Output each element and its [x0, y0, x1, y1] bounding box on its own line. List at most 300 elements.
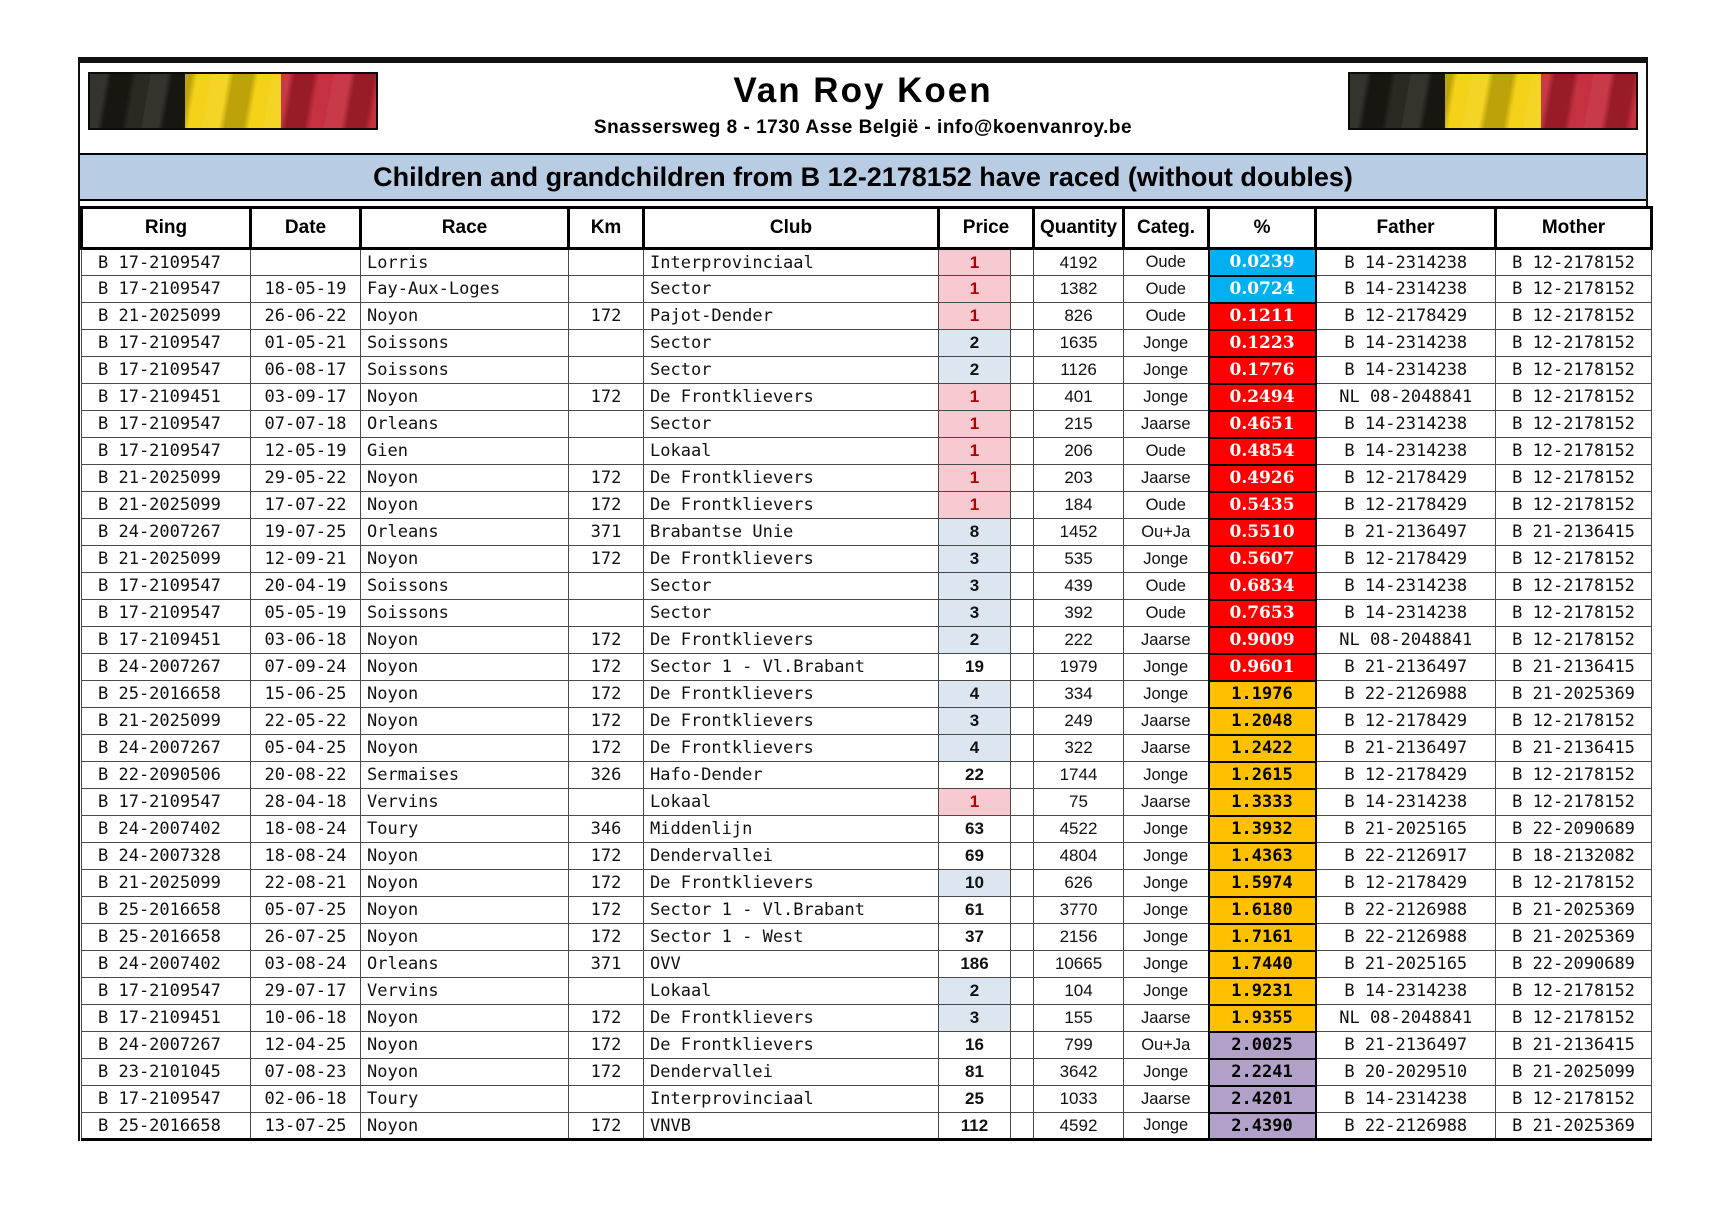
price-cell: 1 [939, 384, 1011, 411]
table-row [82, 276, 1652, 303]
category-cell: Ou+Ja [1124, 1032, 1209, 1059]
date-cell: 12-04-25 [251, 1032, 361, 1059]
price-spacer-cell [1011, 303, 1034, 330]
price-cell: 1 [939, 789, 1011, 816]
date-cell: 12-09-21 [251, 546, 361, 573]
price-cell: 112 [939, 1113, 1011, 1140]
percent-cell: 0.1223 [1209, 330, 1316, 357]
table-row [82, 492, 1652, 519]
km-cell: 172 [569, 897, 644, 924]
table-row [82, 843, 1652, 870]
table-row [82, 978, 1652, 1005]
percent-cell: 0.5607 [1209, 546, 1316, 573]
club-cell: VNVB [644, 1113, 939, 1140]
table-row [82, 1113, 1652, 1140]
price-spacer-cell [1011, 681, 1034, 708]
km-cell [569, 978, 644, 1005]
date-cell: 29-07-17 [251, 978, 361, 1005]
table-row [82, 1005, 1652, 1032]
km-cell: 172 [569, 1032, 644, 1059]
category-cell: Oude [1124, 276, 1209, 303]
km-cell: 172 [569, 546, 644, 573]
mother-cell: B 12-2178152 [1496, 627, 1652, 654]
race-cell: Soissons [361, 600, 569, 627]
col-header-price: Price [939, 208, 1034, 249]
price-cell: 61 [939, 897, 1011, 924]
race-cell: Noyon [361, 654, 569, 681]
price-spacer-cell [1011, 924, 1034, 951]
table-row [82, 951, 1652, 978]
quantity-cell: 334 [1034, 681, 1124, 708]
mother-cell: B 21-2025369 [1496, 681, 1652, 708]
col-header-mother: Mother [1496, 208, 1652, 249]
price-cell: 10 [939, 870, 1011, 897]
ring-cell: B 21-2025099 [82, 492, 251, 519]
quantity-cell: 10665 [1034, 951, 1124, 978]
col-header-father: Father [1316, 208, 1496, 249]
race-cell: Soissons [361, 573, 569, 600]
price-cell: 81 [939, 1059, 1011, 1086]
table-row [82, 1086, 1652, 1113]
price-cell: 1 [939, 465, 1011, 492]
date-cell: 20-08-22 [251, 762, 361, 789]
percent-cell: 0.9009 [1209, 627, 1316, 654]
km-cell: 172 [569, 492, 644, 519]
race-cell: Soissons [361, 330, 569, 357]
mother-cell: B 12-2178152 [1496, 411, 1652, 438]
date-cell: 03-08-24 [251, 951, 361, 978]
quantity-cell: 392 [1034, 600, 1124, 627]
father-cell: B 14-2314238 [1316, 789, 1496, 816]
price-cell: 1 [939, 411, 1011, 438]
quantity-cell: 439 [1034, 573, 1124, 600]
father-cell: B 21-2136497 [1316, 519, 1496, 546]
price-spacer-cell [1011, 519, 1034, 546]
km-cell [569, 789, 644, 816]
race-cell: Soissons [361, 357, 569, 384]
mother-cell: B 12-2178152 [1496, 303, 1652, 330]
price-spacer-cell [1011, 411, 1034, 438]
table-row [82, 681, 1652, 708]
table-row [82, 303, 1652, 330]
percent-cell: 2.4390 [1209, 1113, 1316, 1140]
date-cell: 05-04-25 [251, 735, 361, 762]
percent-cell: 1.2422 [1209, 735, 1316, 762]
flag-red-stripe [281, 74, 376, 128]
km-cell [569, 573, 644, 600]
category-cell: Ou+Ja [1124, 519, 1209, 546]
race-cell: Noyon [361, 843, 569, 870]
price-cell: 1 [939, 438, 1011, 465]
quantity-cell: 1635 [1034, 330, 1124, 357]
percent-cell: 2.0025 [1209, 1032, 1316, 1059]
price-cell: 8 [939, 519, 1011, 546]
table-row [82, 519, 1652, 546]
category-cell: Jonge [1124, 357, 1209, 384]
price-cell: 3 [939, 708, 1011, 735]
percent-cell: 0.5510 [1209, 519, 1316, 546]
price-cell: 2 [939, 978, 1011, 1005]
ring-cell: B 24-2007267 [82, 654, 251, 681]
quantity-cell: 203 [1034, 465, 1124, 492]
km-cell: 346 [569, 816, 644, 843]
table-row [82, 249, 1652, 276]
flag-red-stripe [1541, 74, 1636, 128]
category-cell: Jonge [1124, 1059, 1209, 1086]
col-header-date: Date [251, 208, 361, 249]
father-cell: B 12-2178429 [1316, 546, 1496, 573]
col-header-club: Club [644, 208, 939, 249]
price-spacer-cell [1011, 897, 1034, 924]
club-cell: Dendervallei [644, 843, 939, 870]
table-row [82, 870, 1652, 897]
club-cell: Sector [644, 573, 939, 600]
ring-cell: B 24-2007402 [82, 816, 251, 843]
percent-cell: 1.6180 [1209, 897, 1316, 924]
race-cell: Lorris [361, 249, 569, 276]
category-cell: Oude [1124, 249, 1209, 276]
father-cell: B 12-2178429 [1316, 708, 1496, 735]
report-frame [78, 57, 1648, 1141]
category-cell: Jaarse [1124, 465, 1209, 492]
table-row [82, 627, 1652, 654]
mother-cell: B 21-2136415 [1496, 735, 1652, 762]
price-cell: 25 [939, 1086, 1011, 1113]
table-row [82, 762, 1652, 789]
club-cell: Sector 1 - West [644, 924, 939, 951]
km-cell [569, 411, 644, 438]
price-cell: 16 [939, 1032, 1011, 1059]
percent-cell: 2.4201 [1209, 1086, 1316, 1113]
table-row [82, 816, 1652, 843]
club-cell: De Frontklievers [644, 708, 939, 735]
race-cell: Noyon [361, 546, 569, 573]
km-cell: 172 [569, 681, 644, 708]
ring-cell: B 21-2025099 [82, 870, 251, 897]
father-cell: B 22-2126988 [1316, 924, 1496, 951]
ring-cell: B 21-2025099 [82, 546, 251, 573]
club-cell: De Frontklievers [644, 492, 939, 519]
club-cell: Sector [644, 330, 939, 357]
quantity-cell: 1452 [1034, 519, 1124, 546]
col-header-race: Race [361, 208, 569, 249]
father-cell: B 12-2178429 [1316, 762, 1496, 789]
percent-cell: 1.2048 [1209, 708, 1316, 735]
km-cell [569, 600, 644, 627]
price-cell: 4 [939, 735, 1011, 762]
mother-cell: B 12-2178152 [1496, 789, 1652, 816]
km-cell: 172 [569, 843, 644, 870]
father-cell: B 14-2314238 [1316, 249, 1496, 276]
race-cell: Noyon [361, 924, 569, 951]
father-cell: B 21-2136497 [1316, 654, 1496, 681]
price-cell: 37 [939, 924, 1011, 951]
category-cell: Jonge [1124, 978, 1209, 1005]
date-cell: 28-04-18 [251, 789, 361, 816]
category-cell: Jaarse [1124, 1086, 1209, 1113]
table-row [82, 708, 1652, 735]
km-cell [569, 438, 644, 465]
father-cell: B 14-2314238 [1316, 573, 1496, 600]
club-cell: De Frontklievers [644, 384, 939, 411]
table-row [82, 573, 1652, 600]
date-cell: 03-09-17 [251, 384, 361, 411]
price-cell: 4 [939, 681, 1011, 708]
percent-cell: 1.3333 [1209, 789, 1316, 816]
club-cell: Sector [644, 411, 939, 438]
table-row [82, 924, 1652, 951]
category-cell: Jonge [1124, 951, 1209, 978]
race-cell: Vervins [361, 789, 569, 816]
date-cell: 18-05-19 [251, 276, 361, 303]
km-cell: 172 [569, 1059, 644, 1086]
category-cell: Oude [1124, 492, 1209, 519]
quantity-cell: 215 [1034, 411, 1124, 438]
price-spacer-cell [1011, 735, 1034, 762]
category-cell: Oude [1124, 303, 1209, 330]
price-cell: 1 [939, 303, 1011, 330]
date-cell: 15-06-25 [251, 681, 361, 708]
price-cell: 69 [939, 843, 1011, 870]
category-cell: Jonge [1124, 384, 1209, 411]
quantity-cell: 4592 [1034, 1113, 1124, 1140]
price-spacer-cell [1011, 843, 1034, 870]
price-spacer-cell [1011, 1059, 1034, 1086]
report-header [80, 63, 1646, 153]
percent-cell: 1.5974 [1209, 870, 1316, 897]
table-row [82, 465, 1652, 492]
percent-cell: 0.9601 [1209, 654, 1316, 681]
mother-cell: B 12-2178152 [1496, 573, 1652, 600]
mother-cell: B 12-2178152 [1496, 1086, 1652, 1113]
date-cell [251, 249, 361, 276]
percent-cell: 0.5435 [1209, 492, 1316, 519]
ring-cell: B 17-2109451 [82, 1005, 251, 1032]
mother-cell: B 12-2178152 [1496, 438, 1652, 465]
ring-cell: B 17-2109451 [82, 384, 251, 411]
price-cell: 19 [939, 654, 1011, 681]
date-cell: 05-05-19 [251, 600, 361, 627]
category-cell: Jonge [1124, 924, 1209, 951]
belgian-flag-right [1348, 72, 1638, 130]
club-cell: Lokaal [644, 978, 939, 1005]
km-cell: 172 [569, 708, 644, 735]
quantity-cell: 4804 [1034, 843, 1124, 870]
club-cell: De Frontklievers [644, 735, 939, 762]
club-cell: De Frontklievers [644, 681, 939, 708]
ring-cell: B 25-2016658 [82, 924, 251, 951]
ring-cell: B 17-2109547 [82, 411, 251, 438]
price-spacer-cell [1011, 654, 1034, 681]
percent-cell: 1.7161 [1209, 924, 1316, 951]
percent-cell: 1.9355 [1209, 1005, 1316, 1032]
price-cell: 3 [939, 573, 1011, 600]
category-cell: Jonge [1124, 654, 1209, 681]
km-cell: 172 [569, 465, 644, 492]
father-cell: B 12-2178429 [1316, 303, 1496, 330]
race-cell: Noyon [361, 627, 569, 654]
category-cell: Jonge [1124, 897, 1209, 924]
table-row [82, 654, 1652, 681]
report-banner: Children and grandchildren from B 12-2178152 have raced (without doubles) [80, 153, 1646, 201]
price-cell: 63 [939, 816, 1011, 843]
percent-cell: 0.1776 [1209, 357, 1316, 384]
father-cell: NL 08-2048841 [1316, 1005, 1496, 1032]
mother-cell: B 12-2178152 [1496, 465, 1652, 492]
mother-cell: B 12-2178152 [1496, 870, 1652, 897]
category-cell: Jaarse [1124, 789, 1209, 816]
mother-cell: B 21-2025099 [1496, 1059, 1652, 1086]
flag-yellow-stripe [1445, 74, 1540, 128]
club-cell: Hafo-Dender [644, 762, 939, 789]
mother-cell: B 12-2178152 [1496, 600, 1652, 627]
page-title: Van Roy Koen [733, 71, 993, 110]
flag-yellow-stripe [185, 74, 280, 128]
results-table [80, 206, 1653, 1141]
date-cell: 12-05-19 [251, 438, 361, 465]
club-cell: Sector [644, 600, 939, 627]
mother-cell: B 12-2178152 [1496, 276, 1652, 303]
mother-cell: B 12-2178152 [1496, 546, 1652, 573]
mother-cell: B 12-2178152 [1496, 978, 1652, 1005]
col-header-percent: % [1209, 208, 1316, 249]
race-cell: Noyon [361, 1005, 569, 1032]
date-cell: 07-09-24 [251, 654, 361, 681]
club-cell: De Frontklievers [644, 546, 939, 573]
ring-cell: B 17-2109547 [82, 357, 251, 384]
mother-cell: B 21-2025369 [1496, 924, 1652, 951]
date-cell: 02-06-18 [251, 1086, 361, 1113]
date-cell: 06-08-17 [251, 357, 361, 384]
quantity-cell: 222 [1034, 627, 1124, 654]
price-spacer-cell [1011, 627, 1034, 654]
ring-cell: B 17-2109451 [82, 627, 251, 654]
club-cell: De Frontklievers [644, 1032, 939, 1059]
date-cell: 03-06-18 [251, 627, 361, 654]
km-cell [569, 330, 644, 357]
father-cell: NL 08-2048841 [1316, 384, 1496, 411]
mother-cell: B 12-2178152 [1496, 492, 1652, 519]
father-cell: B 14-2314238 [1316, 438, 1496, 465]
percent-cell: 0.7653 [1209, 600, 1316, 627]
ring-cell: B 17-2109547 [82, 1086, 251, 1113]
price-spacer-cell [1011, 573, 1034, 600]
price-cell: 2 [939, 357, 1011, 384]
category-cell: Jonge [1124, 870, 1209, 897]
father-cell: B 12-2178429 [1316, 465, 1496, 492]
date-cell: 18-08-24 [251, 843, 361, 870]
table-row [82, 546, 1652, 573]
club-cell: Brabantse Unie [644, 519, 939, 546]
club-cell: Lokaal [644, 438, 939, 465]
father-cell: B 21-2025165 [1316, 951, 1496, 978]
quantity-cell: 3770 [1034, 897, 1124, 924]
price-spacer-cell [1011, 951, 1034, 978]
price-spacer-cell [1011, 1113, 1034, 1140]
race-cell: Orleans [361, 411, 569, 438]
father-cell: B 12-2178429 [1316, 492, 1496, 519]
percent-cell: 1.2615 [1209, 762, 1316, 789]
percent-cell: 1.1976 [1209, 681, 1316, 708]
percent-cell: 0.2494 [1209, 384, 1316, 411]
date-cell: 26-06-22 [251, 303, 361, 330]
km-cell: 371 [569, 519, 644, 546]
category-cell: Jonge [1124, 681, 1209, 708]
race-cell: Noyon [361, 870, 569, 897]
ring-cell: B 25-2016658 [82, 681, 251, 708]
quantity-cell: 535 [1034, 546, 1124, 573]
mother-cell: B 18-2132082 [1496, 843, 1652, 870]
percent-cell: 0.1211 [1209, 303, 1316, 330]
quantity-cell: 1382 [1034, 276, 1124, 303]
quantity-cell: 826 [1034, 303, 1124, 330]
km-cell [569, 1086, 644, 1113]
price-cell: 3 [939, 600, 1011, 627]
km-cell [569, 276, 644, 303]
km-cell: 172 [569, 1113, 644, 1140]
km-cell: 172 [569, 384, 644, 411]
father-cell: B 12-2178429 [1316, 870, 1496, 897]
race-cell: Noyon [361, 1032, 569, 1059]
percent-cell: 0.4926 [1209, 465, 1316, 492]
ring-cell: B 23-2101045 [82, 1059, 251, 1086]
table-row [82, 1032, 1652, 1059]
mother-cell: B 12-2178152 [1496, 384, 1652, 411]
price-spacer-cell [1011, 1086, 1034, 1113]
km-cell: 172 [569, 870, 644, 897]
quantity-cell: 75 [1034, 789, 1124, 816]
club-cell: Sector 1 - Vl.Brabant [644, 897, 939, 924]
ring-cell: B 17-2109547 [82, 249, 251, 276]
price-spacer-cell [1011, 492, 1034, 519]
table-row [82, 438, 1652, 465]
category-cell: Jonge [1124, 1113, 1209, 1140]
date-cell: 22-08-21 [251, 870, 361, 897]
date-cell: 26-07-25 [251, 924, 361, 951]
race-cell: Noyon [361, 465, 569, 492]
father-cell: B 14-2314238 [1316, 357, 1496, 384]
km-cell: 172 [569, 924, 644, 951]
mother-cell: B 21-2136415 [1496, 654, 1652, 681]
category-cell: Jaarse [1124, 735, 1209, 762]
date-cell: 22-05-22 [251, 708, 361, 735]
quantity-cell: 401 [1034, 384, 1124, 411]
father-cell: B 14-2314238 [1316, 1086, 1496, 1113]
category-cell: Oude [1124, 600, 1209, 627]
race-cell: Gien [361, 438, 569, 465]
father-cell: B 21-2136497 [1316, 735, 1496, 762]
ring-cell: B 24-2007328 [82, 843, 251, 870]
percent-cell: 0.4854 [1209, 438, 1316, 465]
price-spacer-cell [1011, 816, 1034, 843]
mother-cell: B 22-2090689 [1496, 816, 1652, 843]
price-cell: 1 [939, 249, 1011, 276]
percent-cell: 1.3932 [1209, 816, 1316, 843]
club-cell: Pajot-Dender [644, 303, 939, 330]
father-cell: B 22-2126988 [1316, 1113, 1496, 1140]
quantity-cell: 1033 [1034, 1086, 1124, 1113]
price-spacer-cell [1011, 357, 1034, 384]
father-cell: B 21-2136497 [1316, 1032, 1496, 1059]
date-cell: 29-05-22 [251, 465, 361, 492]
club-cell: Lokaal [644, 789, 939, 816]
percent-cell: 0.0239 [1209, 249, 1316, 276]
category-cell: Oude [1124, 573, 1209, 600]
price-spacer-cell [1011, 438, 1034, 465]
club-cell: Sector [644, 276, 939, 303]
table-row [82, 411, 1652, 438]
quantity-cell: 3642 [1034, 1059, 1124, 1086]
